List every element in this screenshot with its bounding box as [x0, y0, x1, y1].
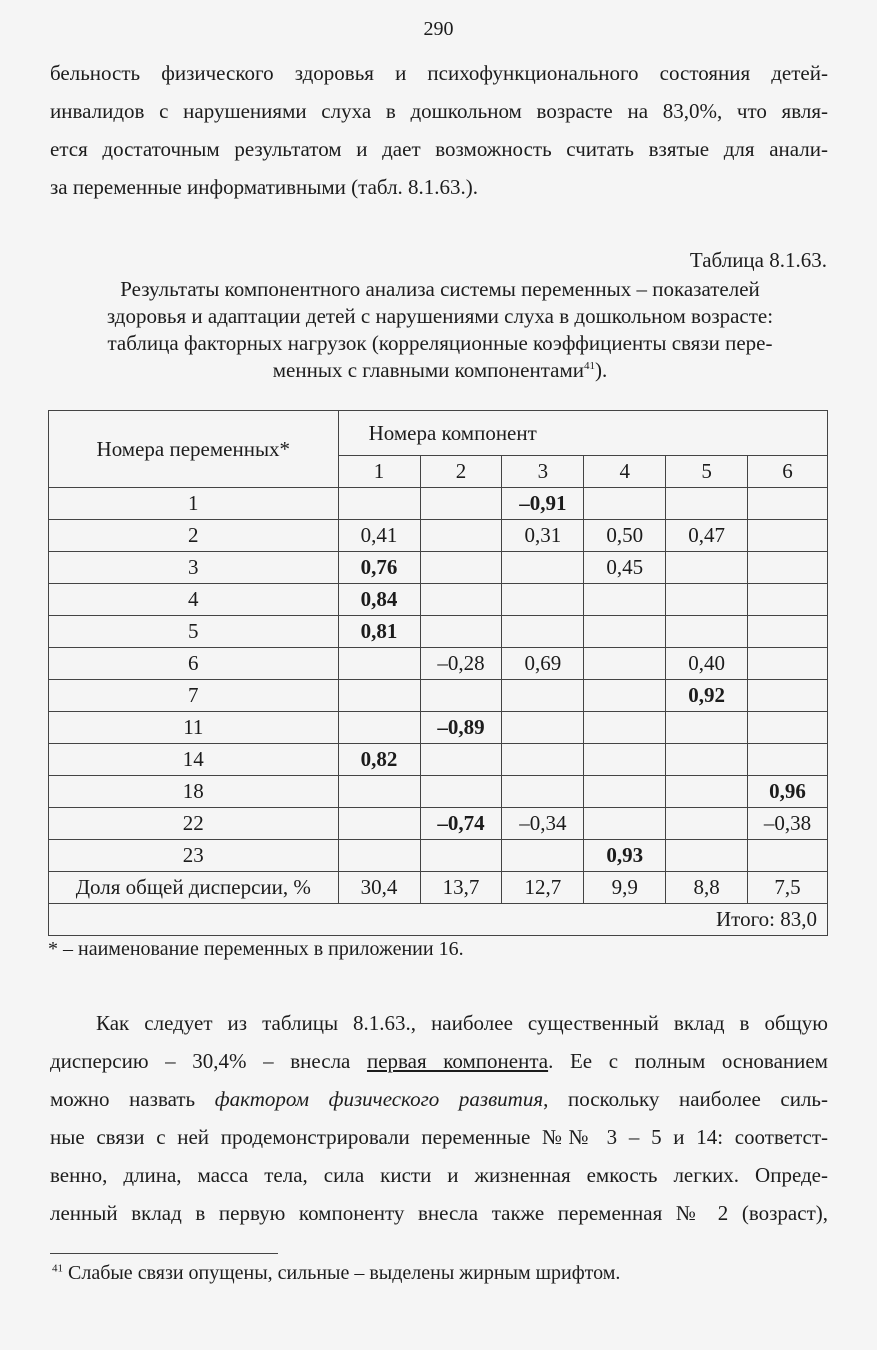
variable-number: 5 [49, 616, 339, 648]
table-note: * – наименование переменных в приложении 16. [48, 938, 464, 960]
loading-cell [502, 552, 584, 584]
table-row [49, 680, 828, 712]
loading-cell [666, 552, 748, 584]
variable-number: 23 [49, 840, 339, 872]
body-line [50, 1080, 828, 1118]
body-line: ленный вклад в первую компоненту внесла также переменная № 2 (возраст), [50, 1201, 828, 1225]
loading-cell: –0,34 [502, 808, 584, 840]
text: можно назвать [50, 1087, 215, 1111]
loading-cell [420, 488, 502, 520]
loading-cell [502, 744, 584, 776]
variable-number: 2 [49, 520, 339, 552]
body-line [50, 1042, 828, 1080]
loading-cell: 0,81 [338, 616, 420, 648]
loading-cell [420, 776, 502, 808]
intro-line: инвалидов с нарушениями слуха в дошкольном возрасте на 83,0%, что явля- [50, 99, 828, 123]
variable-number: 1 [49, 488, 339, 520]
loading-cell [338, 808, 420, 840]
caption-line: Результаты компонентного анализа системы переменных – показателей [120, 277, 760, 301]
variance-row [49, 872, 828, 904]
loading-cell: 0,31 [502, 520, 584, 552]
loading-cell [584, 680, 666, 712]
loading-cell: 0,82 [338, 744, 420, 776]
loading-cell [666, 616, 748, 648]
caption-line: здоровья и адаптации детей с нарушениями слуха в дошкольном возрасте: [106, 304, 774, 328]
loading-cell [748, 648, 828, 680]
loading-cell [748, 552, 828, 584]
variable-number: 22 [49, 808, 339, 840]
loading-cell [420, 616, 502, 648]
caption-end: ). [595, 358, 608, 382]
loading-cell: 0,93 [584, 840, 666, 872]
loading-cell [502, 584, 584, 616]
body-line: Как следует из таблицы 8.1.63., наиболее существенный вклад в общую [96, 1011, 828, 1035]
table-row [49, 744, 828, 776]
table-row [49, 520, 828, 552]
footnote-ref: 41 [584, 360, 595, 372]
loading-cell [338, 648, 420, 680]
caption-line: таблица факторных нагрузок (корреляционные коэффициенты связи пере- [107, 331, 773, 355]
loading-cell [666, 488, 748, 520]
loading-cell [420, 584, 502, 616]
table-row [49, 808, 828, 840]
loading-cell [748, 488, 828, 520]
loading-cell: 0,50 [584, 520, 666, 552]
loading-cell [420, 744, 502, 776]
body-line: венно, длина, масса тела, сила кисти и жизненная емкость легких. Опреде- [50, 1163, 828, 1187]
loading-cell [420, 552, 502, 584]
loading-cell [420, 840, 502, 872]
loading-cell [584, 648, 666, 680]
loading-cell [502, 680, 584, 712]
loading-cell: 0,69 [502, 648, 584, 680]
table-row [49, 584, 828, 616]
component-header: 1 [338, 456, 420, 488]
table-row [49, 648, 828, 680]
variance-cell: 9,9 [584, 872, 666, 904]
factor-loadings-table [48, 410, 828, 936]
loading-cell: 0,96 [748, 776, 828, 808]
variable-number: 6 [49, 648, 339, 680]
total-cell: Итого: 83,0 [49, 904, 828, 936]
intro-line: бельность физического здоровья и психофункционального состояния детей- [50, 61, 828, 85]
component-header: 5 [666, 456, 748, 488]
loading-cell: –0,89 [420, 712, 502, 744]
variance-cell: 13,7 [420, 872, 502, 904]
loading-cell: 0,84 [338, 584, 420, 616]
text: , поскольку наиболее силь- [543, 1087, 828, 1111]
page-number: 290 [423, 18, 454, 40]
row-header: Номера переменных* [49, 411, 339, 488]
underlined-term: первая компонента [366, 1049, 549, 1073]
loading-cell [502, 776, 584, 808]
loading-cell [338, 712, 420, 744]
footnote-text: Слабые связи опущены, сильные – выделены жирным шрифтом. [63, 1262, 621, 1284]
intro-line: ется достаточным результатом и дает возможность считать взятые для анали- [50, 137, 828, 161]
table-row [49, 488, 828, 520]
text: дисперсию – 30,4% – внесла [50, 1049, 367, 1073]
variable-number: 18 [49, 776, 339, 808]
table-label: Таблица 8.1.63. [689, 248, 827, 272]
variance-cell: 8,8 [666, 872, 748, 904]
variable-number: 4 [49, 584, 339, 616]
loading-cell [420, 520, 502, 552]
footnote [52, 1262, 620, 1285]
total-row [49, 904, 828, 936]
loading-cell [584, 488, 666, 520]
component-header: 6 [748, 456, 828, 488]
loading-cell [584, 712, 666, 744]
loading-cell [666, 840, 748, 872]
variable-number: 7 [49, 680, 339, 712]
caption-last: менных с главными компонентами [272, 358, 584, 382]
loading-cell: –0,91 [502, 488, 584, 520]
variance-cell: 12,7 [502, 872, 584, 904]
component-header: 4 [584, 456, 666, 488]
loading-cell [666, 776, 748, 808]
variable-number: 14 [49, 744, 339, 776]
loading-cell: –0,28 [420, 648, 502, 680]
loading-cell [584, 744, 666, 776]
loading-cell [748, 584, 828, 616]
loading-cell [666, 584, 748, 616]
loading-cell: 0,76 [338, 552, 420, 584]
loading-cell [338, 680, 420, 712]
loading-cell [748, 712, 828, 744]
loading-cell [666, 744, 748, 776]
table-row [49, 776, 828, 808]
loading-cell [748, 680, 828, 712]
loading-cell [748, 616, 828, 648]
intro-line: за переменные информативными (табл. 8.1.63.). [50, 175, 479, 199]
loading-cell [338, 488, 420, 520]
body-line: ные связи с ней продемонстрировали переменные №№ 3 – 5 и 14: соответст- [50, 1125, 828, 1149]
loading-cell [748, 840, 828, 872]
loading-cell: 0,45 [584, 552, 666, 584]
footnote-number: 41 [52, 1262, 63, 1275]
loading-cell [584, 776, 666, 808]
loading-cell: 0,92 [666, 680, 748, 712]
caption-line [40, 357, 840, 384]
loading-cell [338, 840, 420, 872]
variance-label: Доля общей дисперсии, % [49, 872, 339, 904]
component-header: 2 [420, 456, 502, 488]
loading-cell [666, 712, 748, 744]
italic-term: фактором физического развития [214, 1087, 544, 1111]
loading-cell: –0,74 [420, 808, 502, 840]
table-row [49, 616, 828, 648]
loading-cell [748, 520, 828, 552]
footnote-divider [50, 1253, 278, 1254]
text: . Ее с полным основанием [548, 1049, 828, 1073]
loading-cell [338, 776, 420, 808]
table-row [49, 840, 828, 872]
loading-cell [584, 584, 666, 616]
loading-cell [502, 840, 584, 872]
loading-cell [584, 616, 666, 648]
loading-cell [502, 712, 584, 744]
loading-cell: 0,41 [338, 520, 420, 552]
variable-number: 11 [49, 712, 339, 744]
body-paragraph [50, 1004, 828, 1232]
variable-number: 3 [49, 552, 339, 584]
intro-paragraph [50, 54, 828, 206]
table-row [49, 552, 828, 584]
loading-cell: –0,38 [748, 808, 828, 840]
group-header: Номера компонент [338, 411, 827, 456]
loading-cell [502, 616, 584, 648]
variance-cell: 30,4 [338, 872, 420, 904]
component-header: 3 [502, 456, 584, 488]
loading-cell: 0,47 [666, 520, 748, 552]
loading-cell [748, 744, 828, 776]
loading-cell [666, 808, 748, 840]
loading-cell [584, 808, 666, 840]
variance-cell: 7,5 [748, 872, 828, 904]
loading-cell [420, 680, 502, 712]
table-caption [40, 276, 840, 384]
loading-cell: 0,40 [666, 648, 748, 680]
table-row [49, 712, 828, 744]
